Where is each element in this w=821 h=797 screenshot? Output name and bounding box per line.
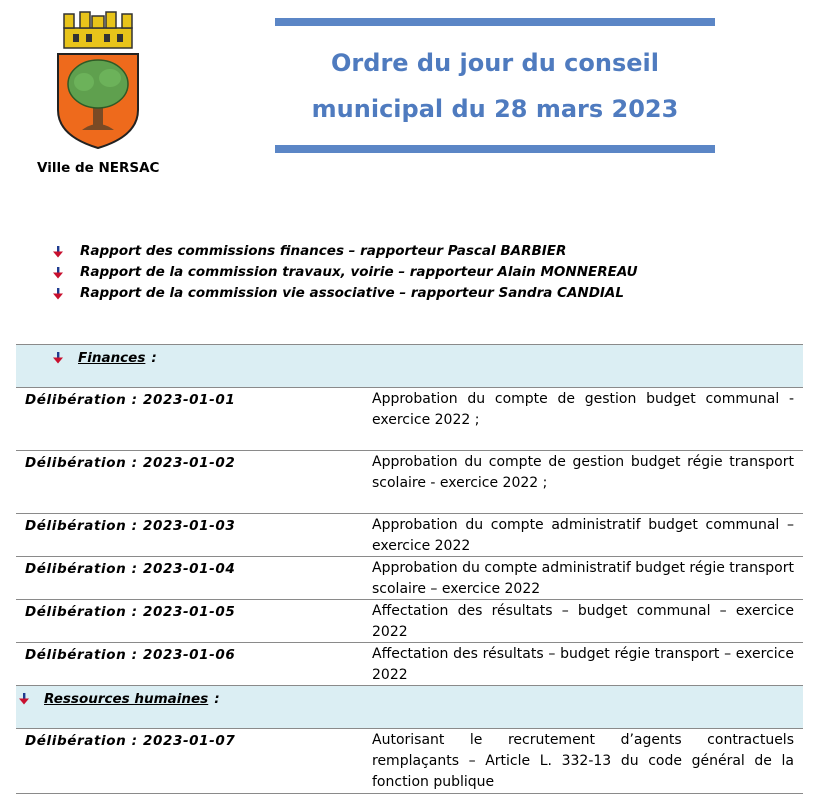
table-row — [16, 451, 803, 514]
deliberation-ref: Délibération : 2023-01-01 — [25, 392, 236, 408]
report-text: Rapport de la commission vie associative – rapporteur Sandra CANDIAL — [80, 285, 624, 301]
table-row — [16, 557, 803, 600]
title-line-2: municipal du 28 mars 2023 — [311, 95, 679, 123]
deliberation-text: Approbation du compte administratif budget régie transport scolaire – exercice 2022 — [372, 560, 794, 597]
section-row-ressources-humaines — [16, 686, 803, 729]
list-item — [52, 262, 638, 283]
deliberation-ref: Délibération : 2023-01-07 — [25, 733, 236, 749]
report-text: Rapport des commissions finances – rapporteur Pascal BARBIER — [80, 243, 567, 259]
report-text: Rapport de la commission travaux, voirie – rapporteur Alain MONNEREAU — [80, 264, 638, 280]
arrow-bullet-icon — [52, 352, 64, 364]
title-rule-bottom — [275, 145, 715, 153]
table-row — [16, 643, 803, 686]
nersac-coat-of-arms — [50, 10, 146, 150]
section-name: Ressources humaines — [44, 691, 209, 707]
title-rule-top — [275, 18, 715, 26]
title-line-1: Ordre du jour du conseil — [331, 49, 659, 77]
page-title — [275, 40, 715, 132]
list-item — [52, 283, 638, 304]
section-heading — [52, 350, 157, 366]
deliberation-text: Approbation du compte de gestion budget régie transport scolaire - exercice 2022 ; — [372, 454, 794, 491]
table-row — [16, 729, 803, 794]
section-colon: : — [151, 350, 157, 366]
section-colon: : — [214, 691, 220, 707]
deliberation-text: Autorisant le recrutement d’agents contractuels remplaçants – Article L. 332-13 du code général de la fonction publique — [372, 732, 794, 790]
deliberation-text: Approbation du compte administratif budget communal – exercice 2022 — [372, 517, 794, 554]
list-item — [52, 241, 638, 262]
deliberation-text: Approbation du compte de gestion budget communal - exercice 2022 ; — [372, 391, 794, 428]
arrow-bullet-icon — [52, 246, 64, 258]
deliberation-ref: Délibération : 2023-01-06 — [25, 647, 236, 663]
agenda-table — [16, 344, 803, 794]
arrow-bullet-icon — [52, 288, 64, 300]
table-row — [16, 514, 803, 557]
deliberation-text: Affectation des résultats – budget régie transport – exercice 2022 — [372, 646, 794, 683]
reports-list — [52, 241, 638, 304]
deliberation-ref: Délibération : 2023-01-03 — [25, 518, 236, 534]
section-name: Finances — [78, 350, 146, 366]
deliberation-ref: Délibération : 2023-01-05 — [25, 604, 236, 620]
deliberation-text: Affectation des résultats – budget communal – exercice 2022 — [372, 603, 794, 640]
deliberation-ref: Délibération : 2023-01-02 — [25, 455, 236, 471]
town-label: Ville de NERSAC — [37, 160, 160, 176]
table-row — [16, 388, 803, 451]
table-row — [16, 600, 803, 643]
section-row-finances — [16, 345, 803, 388]
section-heading — [18, 691, 220, 707]
deliberation-ref: Délibération : 2023-01-04 — [25, 561, 236, 577]
arrow-bullet-icon — [52, 267, 64, 279]
arrow-bullet-icon — [18, 693, 30, 705]
